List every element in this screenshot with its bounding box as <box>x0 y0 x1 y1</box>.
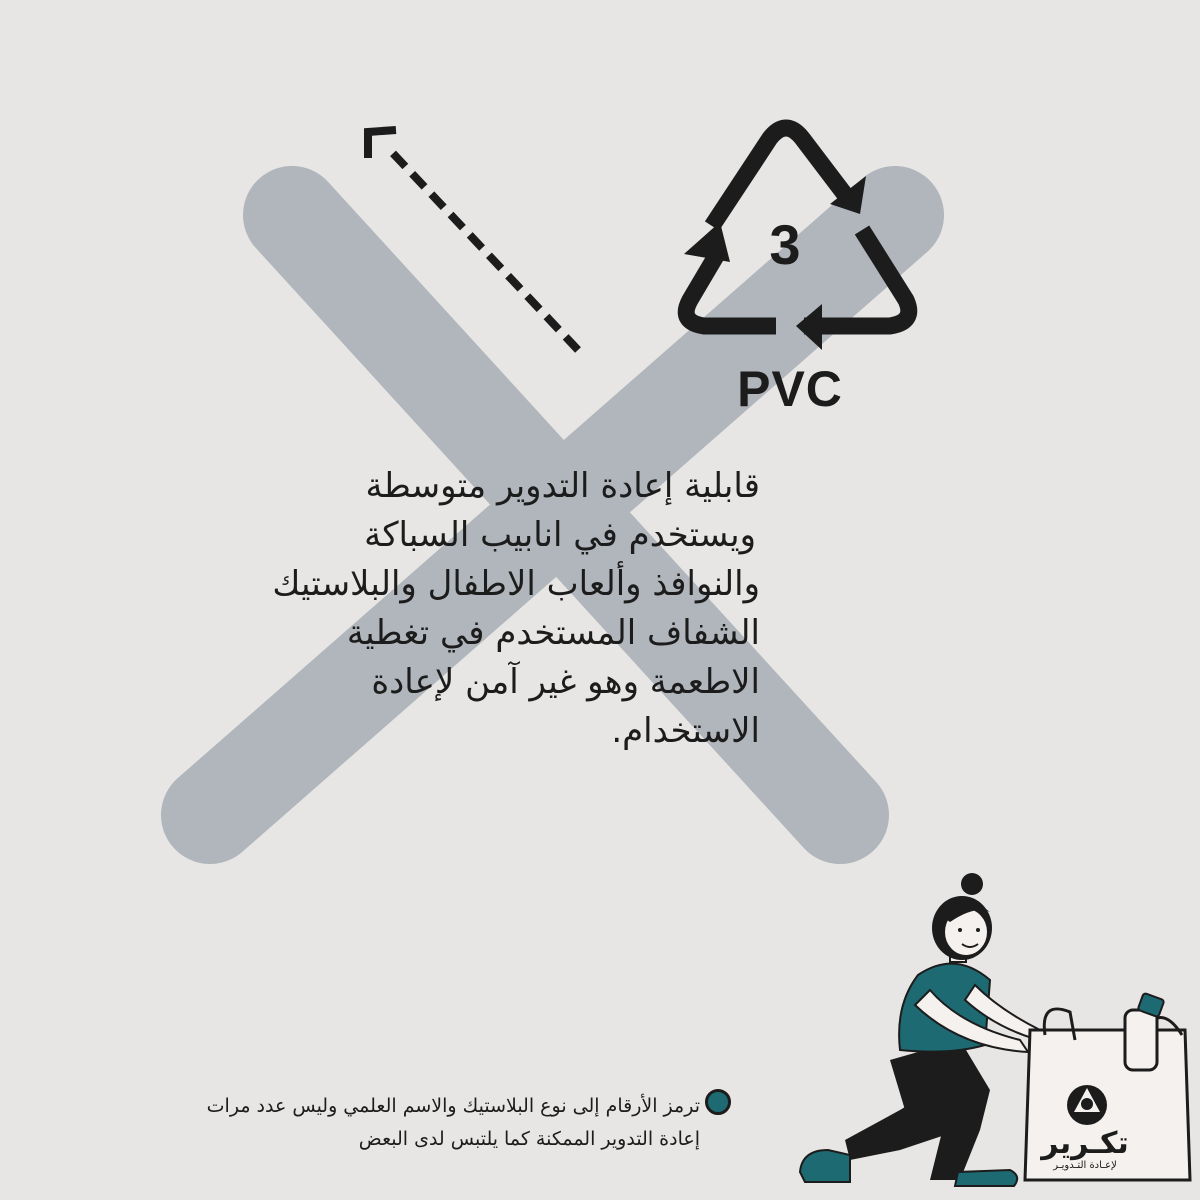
description-line: والنوافذ وألعاب الاطفال والبلاستيك <box>272 564 760 604</box>
description-line: ويستخدم في انابيب السباكة <box>364 515 756 555</box>
brand-tagline: لإعـادة التـدويـر <box>1053 1160 1117 1171</box>
resin-code-number: 3 <box>769 213 801 276</box>
brand-name: تكـرير <box>1041 1126 1129 1161</box>
brand-logo-icon <box>1067 1085 1107 1125</box>
brand-logo <box>1020 1128 1150 1172</box>
footnote-text <box>60 1090 700 1156</box>
description-text <box>240 462 760 756</box>
description-line: قابلية إعادة التدوير متوسطة <box>365 466 760 506</box>
description-line: الاطعمة وهو غير آمن لإعادة <box>371 662 760 702</box>
resin-code-label: PVC <box>737 361 843 417</box>
footnote-line: إعادة التدوير الممكنة كما يلتبس لدى البعض <box>358 1128 700 1150</box>
description-line: الاستخدام. <box>611 711 760 751</box>
description-line: الشفاف المستخدم في تغطية <box>346 613 760 653</box>
footnote-line: ترمز الأرقام إلى نوع البلاستيك والاسم العلمي وليس عدد مرات <box>206 1095 700 1117</box>
teal-dot-icon <box>705 1089 731 1115</box>
